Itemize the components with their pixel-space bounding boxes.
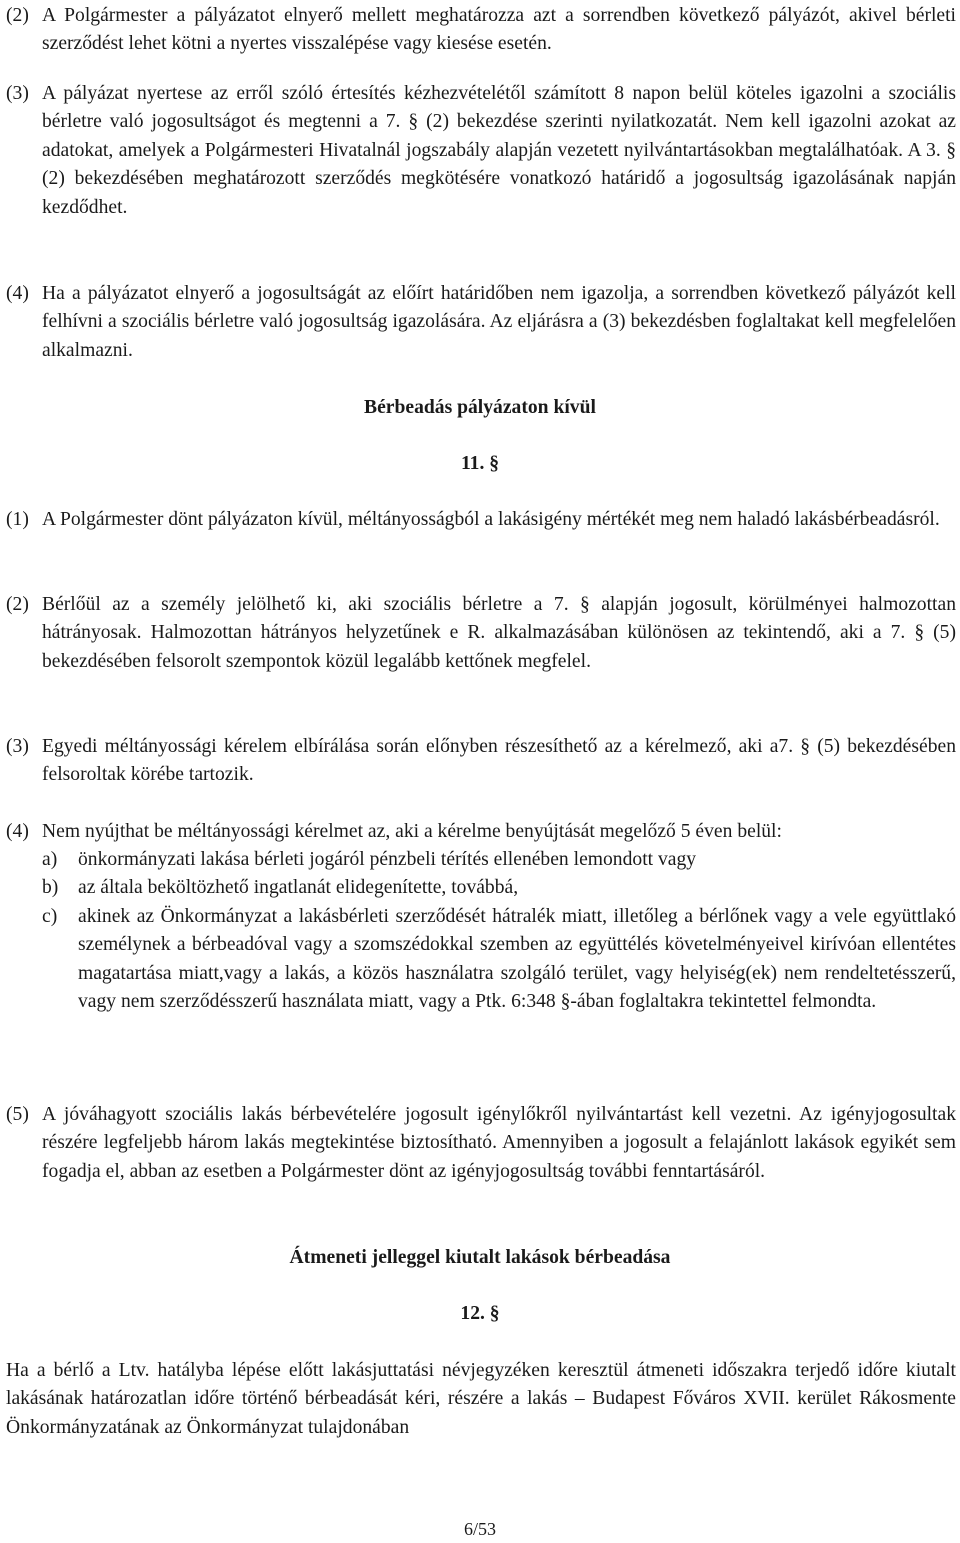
paragraph-text: A Polgármester dönt pályázaton kívül, méltányosságból a lakásigény mértékét meg nem haladó lakásbérbeadásról.	[42, 509, 940, 530]
paragraph-number: (5)	[6, 1104, 29, 1125]
paragraph-number: (4)	[6, 283, 29, 304]
list-item	[42, 874, 956, 902]
list-item-text: akinek az Önkormányzat a lakásbérleti szerződését hátralék miatt, illetőleg a bérlőnek vagy a vele együttlakó személynek a bérbeadóval vagy a szomszédokkal szemben az együttélés követelményeivel kirívóan ellentétes magatartása miatt,vagy a lakás, a közös használatra szolgáló terület, vagy helyiség(ek) nem rendeltetésszerű, vagy nem szerződésszerű használata miatt, vagy a Ptk. 6:348 §-ában foglaltakra tekintettel felmondta.	[78, 906, 956, 1013]
paragraph-number: (3)	[6, 736, 29, 757]
paragraph-text: Egyedi méltányossági kérelem elbírálása során előnyben részesíthető az a kérelmező, aki a7. § (5) bekezdésében felsoroltak körébe tartozik.	[42, 736, 956, 786]
list-item-label: a)	[42, 849, 58, 870]
s11-paragraph-5	[6, 1101, 956, 1186]
page-number: 6/53	[463, 1519, 496, 1539]
s11-paragraph-4	[6, 818, 956, 846]
paragraph-number: (2)	[6, 5, 29, 26]
section-heading: Bérbeadás pályázaton kívül	[364, 397, 596, 418]
paragraph-text: A pályázat nyertese az erről szóló értesítés kézhezvételétől számított 8 napon belül köteles igazolni a szociális bérletre való jogosultságot és megtenni a 7. § (2) bekezdése szerinti nyilatkozatát. Nem kell igazolni azokat az adatokat, amelyek a Polgármesteri Hivatalnál jogszabály alapján vezetett nyilvántartásokban megtalálhatóak. A 3. § (2) bekezdésében meghatározott szerződés megkötésére vonatkozó határidő a jogosultság igazolásának napján kezdődhet.	[42, 83, 956, 218]
list-item	[42, 846, 956, 874]
paragraph-number: (3)	[6, 83, 29, 104]
paragraph-text: A Polgármester a pályázatot elnyerő mellett meghatározza azt a sorrendben következő pályázót, akivel bérleti szerződést lehet kötni a nyertes visszalépése vagy kiesése esetén.	[42, 5, 956, 55]
list-item-label: b)	[42, 877, 59, 898]
paragraph-3	[6, 80, 956, 222]
s12-paragraph	[6, 1357, 956, 1442]
paragraph-number: (1)	[6, 509, 29, 530]
paragraph-2	[6, 2, 956, 59]
s11-paragraph-1	[6, 506, 956, 534]
paragraph-text: Ha a pályázatot elnyerő a jogosultságát az előírt határidőben nem igazolja, a sorrendben következő pályázót kell felhívni a szociális bérletre való jogosultság igazolására. Az eljárásra a (3) bekezdésben foglaltakat kell megfelelően alkalmazni.	[42, 283, 956, 361]
paragraph-4	[6, 280, 956, 365]
paragraph-text: Ha a bérlő a Ltv. hatályba lépése előtt lakásjuttatási névjegyzéken keresztül átmeneti időszakra terjedő időre kiutalt lakásának határozatlan időre történő bérbeadását kéri, részére a lakás – Budapest Főváros XVII. kerület Rákosmente Önkormányzatának az Önkormányzat tulajdonában	[6, 1360, 956, 1438]
s11-paragraph-3	[6, 733, 956, 790]
paragraph-text: Nem nyújthat be méltányossági kérelmet az, aki a kérelme benyújtását megelőző 5 éven belül:	[42, 821, 782, 842]
s11-paragraph-2	[6, 591, 956, 676]
paragraph-number: (4)	[6, 821, 29, 842]
section-number: 12. §	[460, 1303, 500, 1324]
list-item	[42, 903, 956, 1017]
section-heading: Átmeneti jelleggel kiutalt lakások bérbeadása	[289, 1247, 671, 1268]
list-item-text: az általa beköltözhető ingatlanát elidegenítette, továbbá,	[78, 877, 519, 898]
list-item-label: c)	[42, 906, 58, 927]
paragraph-text: Bérlőül az a személy jelölhető ki, aki szociális bérletre a 7. § alapján jogosult, körülményei halmozottan hátrányosak. Halmozottan hátrányos helyzetűnek e R. alkalmazásában különösen az tekintendő, aki a 7. § (5) bekezdésében felsorolt szempontok közül legalább kettőnek megfelel.	[42, 594, 956, 672]
paragraph-text: A jóváhagyott szociális lakás bérbevételére jogosult igénylőkről nyilvántartást kell vezetni. Az igényjogosultak részére legfeljebb három lakás megtekintése biztosítható. Amennyiben a jogosult a felajánlott lakások egyikét sem fogadja el, abban az esetben a Polgármester dönt az igényjogosultság további fenntartásáról.	[42, 1104, 956, 1182]
section-number: 11. §	[460, 453, 500, 474]
list-item-text: önkormányzati lakása bérleti jogáról pénzbeli térítés ellenében lemondott vagy	[78, 849, 697, 870]
paragraph-number: (2)	[6, 594, 29, 615]
